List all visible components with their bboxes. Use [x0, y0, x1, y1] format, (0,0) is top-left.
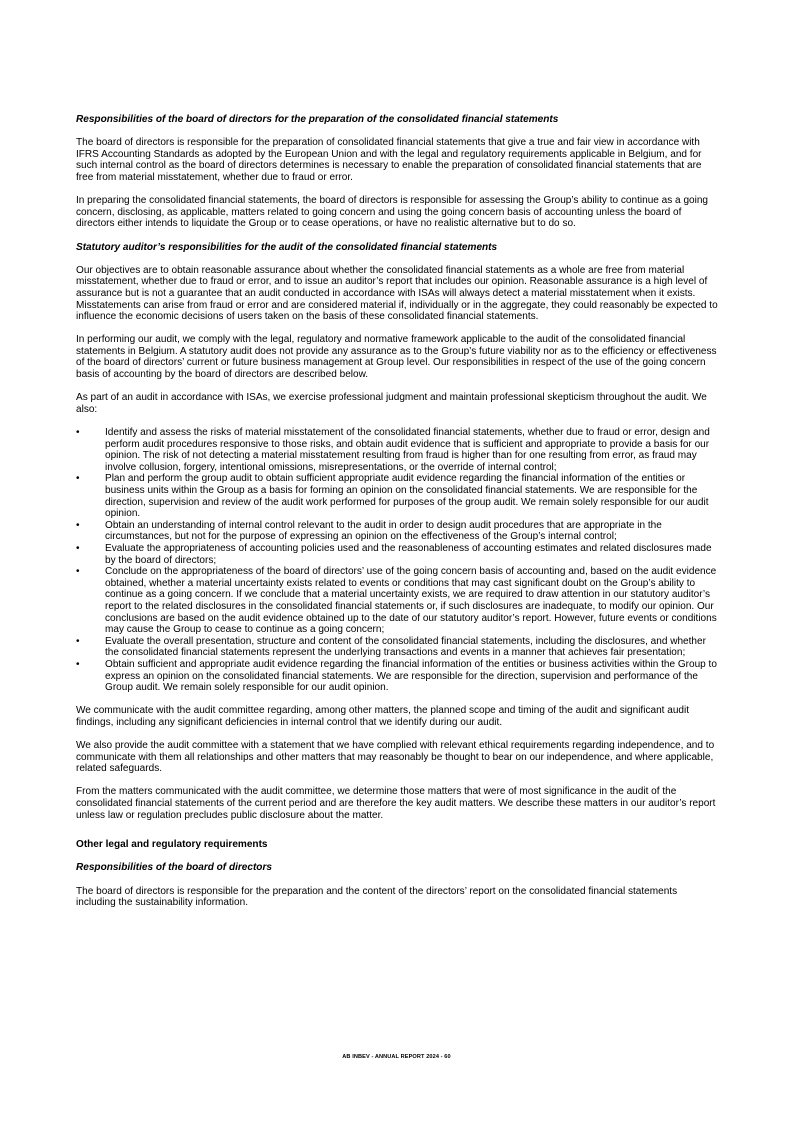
list-item-text: Obtain sufficient and appropriate audit evidence regarding the financial information of the entities or business activities within the Group to express an opinion on the consolidated financial statements. We are responsible for the direction, supervision and performance of the Group audit. We remain solely responsible for our audit opinion. [105, 658, 717, 694]
section-title-board-responsibilities-2: Responsibilities of the board of directors [76, 862, 272, 874]
section-title-board-responsibilities: Responsibilities of the board of directors for the preparation of the consolidated financial statements [76, 114, 559, 125]
list-item [76, 473, 718, 519]
bullet-icon: • [76, 566, 80, 578]
report-page-body [76, 114, 718, 920]
list-item [76, 659, 718, 694]
list-item [76, 427, 718, 473]
list-item [76, 566, 718, 636]
section-title-other-requirements: Other legal and regulatory requirements [76, 839, 268, 851]
list-item-text: Evaluate the appropriateness of accounting policies used and the reasonableness of accounting estimates and related disclosures made by the board of directors; [105, 542, 712, 566]
paragraph-communication-1: We communicate with the audit committee regarding, among other matters, the planned scope and timing of the audit and significant audit findings, including any significant deficiencies in internal control that we identify during our audit. [76, 705, 690, 728]
audit-procedures-list [76, 427, 718, 694]
paragraph-auditor-responsibility-2: In performing our audit, we comply with the legal, regulatory and normative framework applicable to the audit of the consolidated financial statements in Belgium. A statutory audit does not provide any assurance as to the Group’s future viability nor as to the efficiency or effectiveness of the board of directors’ current or future business management at Group level. Our responsibilities in respect of the use of the going concern basis of accounting by the board of directors are described below. [76, 334, 717, 381]
list-item [76, 520, 718, 543]
bullet-icon: • [76, 635, 80, 647]
list-item-text: Obtain an understanding of internal control relevant to the audit in order to design audit procedures that are appropriate in the circumstances, but not for the purpose of expressing an opinion on the effectiveness of the Group’s internal control; [105, 519, 662, 543]
bullet-icon: • [76, 427, 80, 439]
list-item [76, 636, 718, 659]
paragraph-board-responsibility-1: The board of directors is responsible for the preparation of consolidated financial statements that give a true and fair view in accordance with IFRS Accounting Standards as adopted by the European Union and with the legal and regulatory requirements applicable in Belgium, and for such internal control as the board of directors determines is necessary to enable the preparation of consolidated financial statements that are free from material misstatement, whether due to fraud or error. [76, 137, 702, 183]
paragraph-auditor-responsibility-1: Our objectives are to obtain reasonable assurance about whether the consolidated financial statements as a whole are free from material misstatement, whether due to fraud or error, and to issue an auditor’s report that includes our opinion. Reasonable assurance is a high level of assurance but is not a guarantee that an audit conducted in accordance with ISAs will always detect a material misstatement when it exists. Misstatements can arise from fraud or error and are considered material if, individually or in the aggregate, they could reasonably be expected to influence the economic decisions of users taken on the basis of these consolidated financial statements. [76, 264, 718, 323]
list-item-text: Conclude on the appropriateness of the board of directors’ use of the going concern basis of accounting and, based on the audit evidence obtained, whether a material uncertainty exists related to events or conditions that may cast significant doubt on the Group’s ability to continue as a going concern. If we conclude that a material uncertainty exists, we are required to draw attention in our statutory auditor’s report to the related disclosures in the consolidated financial statements or, if such disclosures are inadequate, to modify our opinion. Our conclusions are based on the audit evidence obtained up to the date of our statutory auditor’s report. However, future events or conditions may cause the Group to cease to continue as a going concern; [105, 566, 717, 636]
bullet-icon: • [76, 658, 80, 670]
bullet-icon: • [76, 519, 80, 531]
list-item-text: Plan and perform the group audit to obtain sufficient appropriate audit evidence regarding the financial information of the entities or business units within the Group as a basis for forming an opinion on the consolidated financial statements. We are responsible for the direction, supervision and review of the audit work performed for purposes of the group audit. We remain solely responsible for our audit opinion. [105, 473, 709, 520]
bullet-icon: • [76, 542, 80, 554]
paragraph-auditor-responsibility-3: As part of an audit in accordance with ISAs, we exercise professional judgment and maintain professional skepticism throughout the audit. We also: [76, 392, 707, 415]
paragraph-communication-3: From the matters communicated with the audit committee, we determine those matters that were of most significance in the audit of the consolidated financial statements of the current period and are therefore the key audit matters. We describe these matters in our auditor’s report unless law or regulation precludes public disclosure about the matter. [76, 786, 716, 821]
list-item-text: Evaluate the overall presentation, structure and content of the consolidated financial statements, including the disclosures, and whether the consolidated financial statements represent the underlying transactions and events in a manner that achieves fair presentation; [105, 635, 706, 659]
paragraph-board-directors-report: The board of directors is responsible for the preparation and the content of the directors’ report on the consolidated financial statements including the sustainability information. [76, 885, 678, 909]
page-footer: AB INBEV - ANNUAL REPORT 2024 - 60 [342, 1054, 451, 1060]
paragraph-communication-2: We also provide the audit committee with a statement that we have complied with relevant ethical requirements regarding independence, and to communicate with them all relationships and other matters that may reasonably be thought to bear on our independence, and where applicable, related safeguards. [76, 740, 715, 775]
section-title-auditor-responsibilities: Statutory auditor’s responsibilities for the audit of the consolidated financial statements [76, 241, 498, 253]
bullet-icon: • [76, 473, 80, 485]
list-item [76, 543, 718, 566]
paragraph-board-responsibility-2: In preparing the consolidated financial statements, the board of directors is responsible for assessing the Group’s ability to continue as a going concern, disclosing, as applicable, matters related to going concern and using the going concern basis of accounting unless the board of directors either intends to liquidate the Group or to cease operations, or have no realistic alternative but to do so. [76, 195, 709, 230]
list-item-text: Identify and assess the risks of material misstatement of the consolidated financial statements, whether due to fraud or error, design and perform audit procedures responsive to those risks, and obtain audit evidence that is sufficient and appropriate to provide a basis for our opinion. The risk of not detecting a material misstatement resulting from fraud is higher than for one resulting from error, as fraud may involve collusion, forgery, intentional omissions, misrepresentations, or the override of internal control; [105, 427, 710, 473]
